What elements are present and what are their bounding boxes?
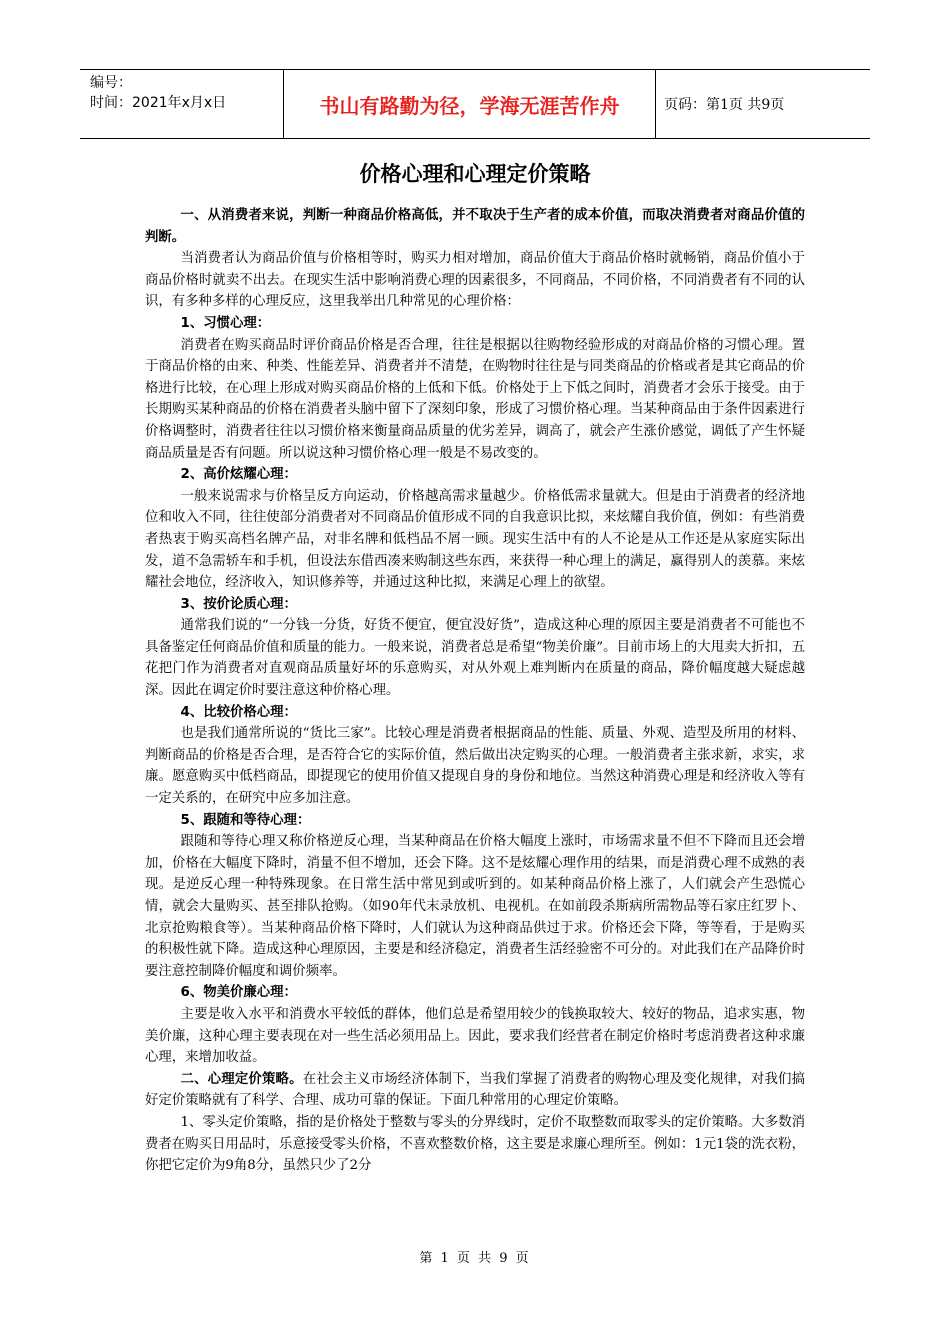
- document-title: 价格心理和心理定价策略: [359, 162, 591, 186]
- header-table: [80, 69, 870, 139]
- paragraph: 1、零头定价策略，指的是价格处于整数与零头的分界线时，定价不取整数而取零头的定价策略。大多数消费者在购买日用品时，乐意接受零头价格，不喜欢整数价格，这主要是求廉心理所至。例如：1元1袋的洗衣粉，你把它定价为9角8分，虽然只少了2分: [145, 1114, 805, 1174]
- document-body: [145, 205, 805, 1177]
- section-heading: 4、比较价格心理：: [180, 704, 297, 720]
- section-heading: 一、从消费者来说，判断一种商品价格高低，并不取决于生产者的成本价值，而取决消费者对商品价值的判断。: [145, 208, 805, 245]
- header-page-number: 页码：第1页 共9页: [664, 97, 785, 113]
- paragraph: 跟随和等待心理又称价格逆反心理，当某种商品在价格大幅度上涨时，市场需求量不但不下降而且还会增加，价格在大幅度下降时，消量不但不增加，还会下降。这不是炫耀心理作用的结果，而是消费心理不成熟的表现。是逆反心理一种特殊现象。在日常生活中常见到或听到的。如某种商品价格上涨了，人们就会产生恐慌心情，就会大量购买、甚至排队抢购。（如90年代末录放机、电视机。在如前段杀斯病所需物品等石家庄红罗卜、北京抢购粮食等）。当某种商品价格下降时，人们就认为这种商品供过于求。价格还会下降，等等看，于是购买的积极性就下降。造成这种心理原因，主要是和经济稳定，消费者生活经验密不可分的。对此我们在产品降价时要注意控制降价幅度和调价频率。: [145, 834, 805, 979]
- section-heading: 二、心理定价策略。: [180, 1071, 303, 1087]
- paragraph-text: 在社会主义市场经济体制下，当我们掌握了消费者的购物心理及变化规律，对我们搞好定价策略就有了科学、合理、成功可靠的保证。下面几种常用的心理定价策略。: [145, 1071, 806, 1109]
- paragraph: 消费者在购买商品时评价商品价格是否合理，往往是根据以往购物经验形成的对商品价格的习惯心理。置于商品价格的由来、种类、性能差异、消费者并不清楚，在购物时往往是与同类商品的价格或者是其它商品的价格进行比较，在心理上形成对购买商品价格的上低和下低。价格处于上下低之间时，消费者才会乐于接受。由于长期购买某种商品的价格在消费者头脑中留下了深刻印象，形成了习惯价格心理。当某种商品由于条件因素进行价格调整时，消费者往往以习惯价格来衡量商品质量的优劣差异，调高了，就会产生涨价感觉，调低了产生怀疑商品质量是否有问题。所以说这种习惯价格心理一般是不易改变的。: [145, 337, 805, 461]
- paragraph: 一般来说需求与价格呈反方向运动，价格越高需求量越少。价格低需求量就大。但是由于消费者的经济地位和收入不同，往往使部分消费者对不同商品价值形成不同的自我意识比拟，来炫耀自我价值，例如：有些消费者热衷于购买高档名牌产品，对非名牌和低档品不屑一顾。现实生活中有的人不论是从工作还是从家庭实际出发，道不急需轿车和手机，但设法东借西凑来购制这些东西，来获得一种心理上的满足，赢得别人的羡慕。来炫耀社会地位，经济收入，知识修养等，并通过这种比拟，来满足心理上的欲望。: [145, 488, 805, 591]
- section-heading: 1、习惯心理：: [180, 315, 271, 331]
- section-heading: 3、按价论质心理：: [180, 596, 297, 612]
- paragraph: 通常我们说的“一分钱一分货，好货不便宜，便宜没好货”，造成这种心理的原因主要是消费者不可能也不具备鉴定任何商品价值和质量的能力。一般来说，消费者总是希望“物美价廉”。目前市场上的大甩卖大折扣，五花把门作为消费者对直观商品质量好坏的乐意购买，对从外观上难判断内在质量的商品，降价幅度越大疑虑越深。因此在调定价时要注意这种价格心理。: [145, 618, 805, 699]
- page-footer: 第 1 页 共 9 页: [419, 1251, 531, 1266]
- section-heading: 5、跟随和等待心理：: [180, 812, 311, 828]
- paragraph: 当消费者认为商品价值与价格相等时，购买力相对增加，商品价值大于商品价格时就畅销，商品价值小于商品价格时就卖不出去。在现实生活中影响消费心理的因素很多，不同商品，不同价格，不同消费者有不同的认识，有多种多样的心理反应，这里我举出几种常见的心理价格：: [145, 251, 805, 310]
- header-meta: [80, 70, 284, 138]
- paragraph: [145, 1069, 805, 1112]
- paragraph: 主要是收入水平和消费水平较低的群体，他们总是希望用较少的钱换取较大、较好的物品，追求实惠，物美价廉，这种心理主要表现在对一些生活必须用品上。因此，要求我们经营者在制定价格时考虑消费者这种求廉心理，来增加收益。: [145, 1006, 805, 1066]
- number-label: 编号：: [90, 75, 132, 91]
- paragraph: 也是我们通常所说的“货比三家”。比较心理是消费者根据商品的性能、质量、外观、造型及所用的材料、判断商品的价格是否合理，是否符合它的实际价值，然后做出决定购买的心理。一般消费者主张求新，求实，求廉。愿意购买中低档商品，即提现它的使用价值又提现自身的身份和地位。当然这种消费心理是和经济收入等有一定关系的，在研究中应多加注意。: [145, 726, 805, 807]
- section-heading: 2、高价炫耀心理：: [180, 467, 297, 483]
- header-motto: 书山有路勤为径，学海无涯苦作舟: [284, 70, 656, 138]
- section-heading: 6、物美价廉心理：: [180, 985, 297, 1001]
- date-text: 时间：2021年x月x日: [90, 95, 227, 111]
